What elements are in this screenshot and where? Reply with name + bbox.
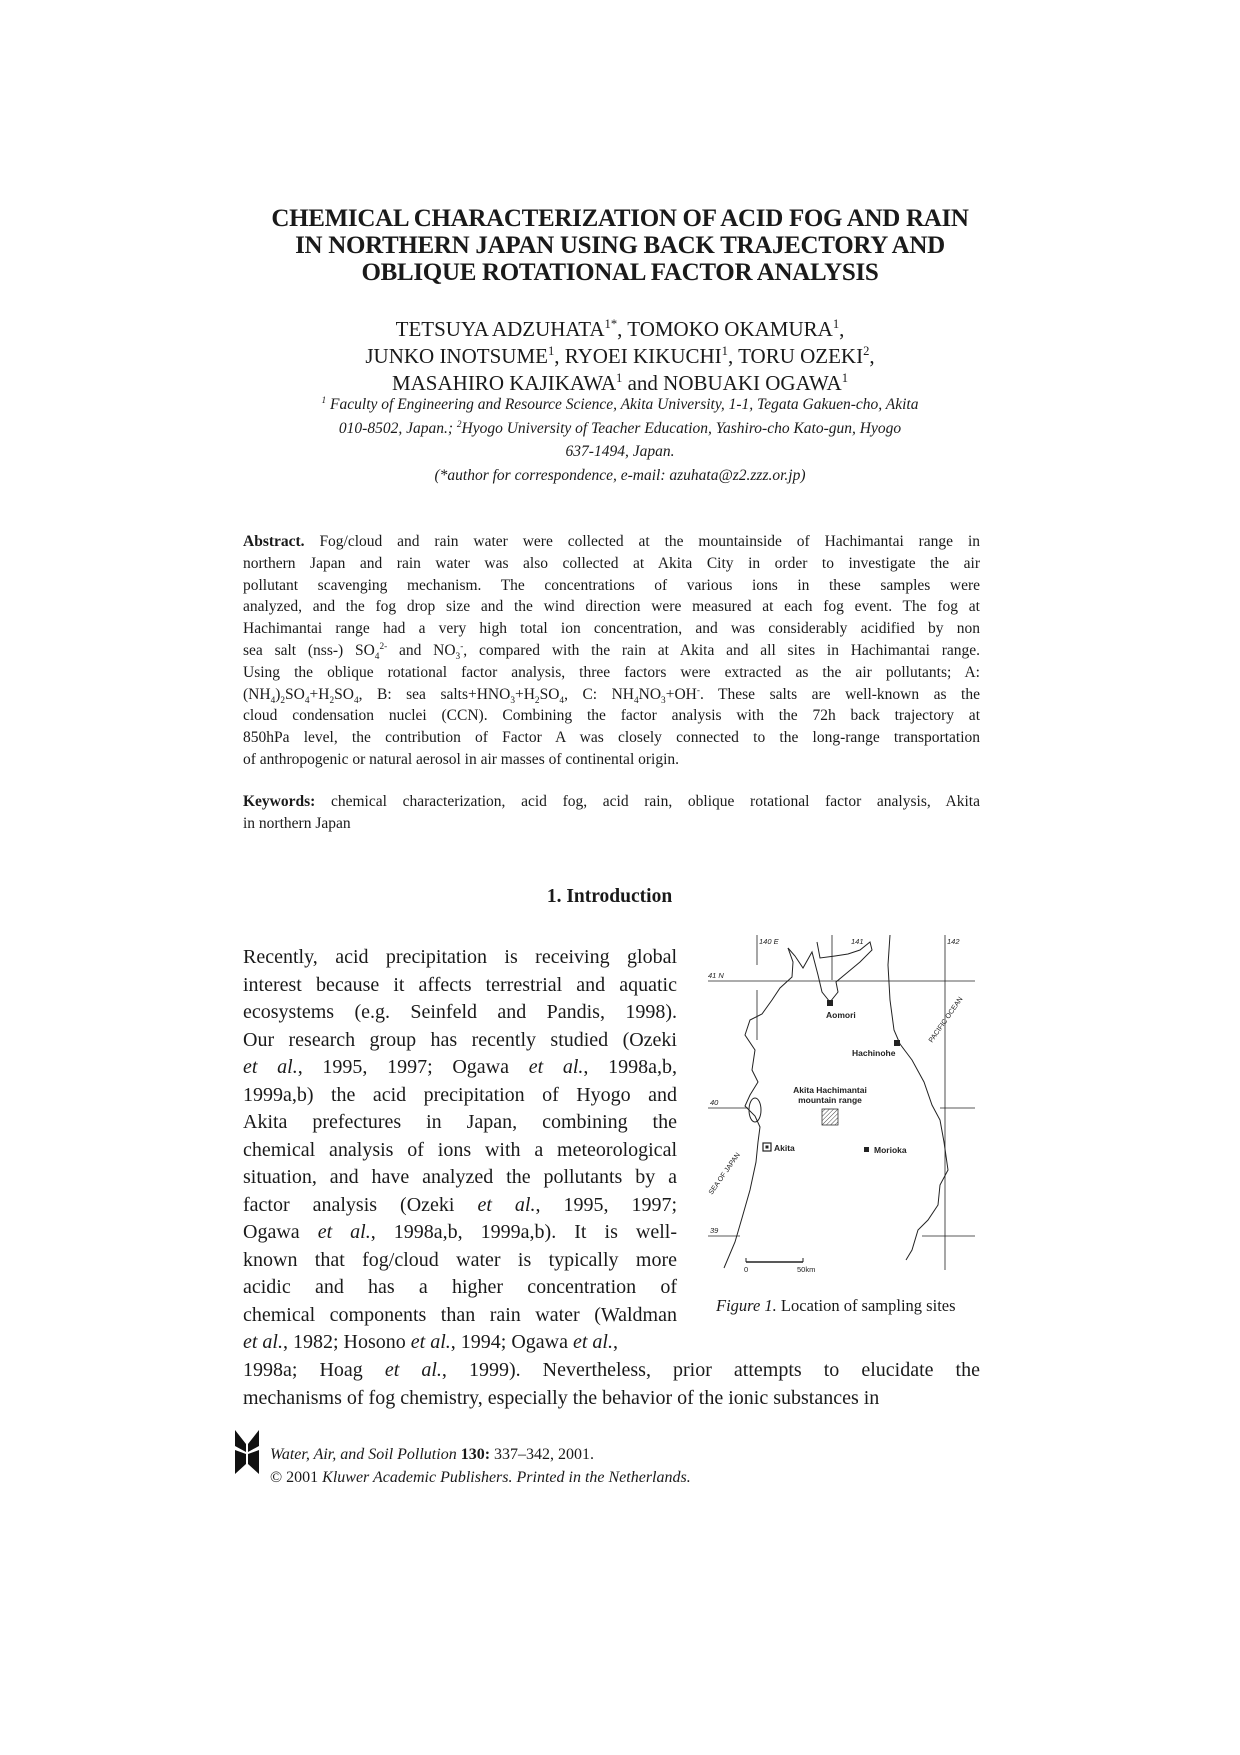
text-line <box>243 1385 980 1413</box>
text-segment: of anthropogenic or natural aerosol in air masses of continental origin. <box>243 750 680 768</box>
text-segment: 2 <box>863 344 870 358</box>
text-line <box>243 1302 677 1330</box>
title-line: OBLIQUE ROTATIONAL FACTOR ANALYSIS <box>361 259 879 286</box>
text-segment: , 1995, 1997; <box>535 1193 677 1216</box>
publisher-name: Kluwer Academic Publishers. Printed in the Netherlands. <box>322 1469 691 1486</box>
text-segment: Fog/cloud and rain water were collected at the mountainside of Hachimantai range in <box>304 533 980 550</box>
text-segment: - <box>696 685 700 696</box>
text-line <box>243 662 980 684</box>
map-markers <box>763 1000 900 1152</box>
hachimantai-site <box>822 1109 838 1125</box>
text-segment: Ogawa <box>243 1221 318 1243</box>
text-segment: acidic and has a higher concentration of <box>243 1276 677 1298</box>
text-segment: situation, and have analyzed the pollutants by a <box>243 1166 677 1188</box>
section-heading-text: 1. Introduction <box>546 886 673 907</box>
text-line <box>243 944 677 972</box>
text-line <box>200 316 1040 343</box>
grid-label: 40 <box>710 1098 719 1107</box>
copyright-year: © 2001 <box>270 1469 323 1486</box>
text-line <box>230 417 1010 441</box>
text-line <box>243 553 980 575</box>
text-line <box>243 999 677 1027</box>
text-segment: and NO <box>387 641 456 659</box>
text-segment: 4 <box>374 652 380 663</box>
text-segment: , <box>613 1331 618 1353</box>
text-segment: SO <box>334 685 354 703</box>
text-line <box>243 1027 677 1055</box>
citation-line <box>270 1443 691 1466</box>
text-segment: northern Japan and rain water was also collected at Akita City in order to investigate the air <box>243 554 980 572</box>
text-segment: sea salt (nss-) SO <box>243 641 375 659</box>
title-line: IN NORTHERN JAPAN USING BACK TRAJECTORY AND <box>295 232 945 259</box>
text-segment: cloud condensation nuclei (CCN). Combining the factor analysis with the 72h back trajectory at <box>243 707 980 725</box>
text-segment: 2 <box>534 695 540 706</box>
text-segment: SO <box>285 685 305 703</box>
publisher-logo-icon <box>234 1430 260 1474</box>
text-segment: ecosystems (e.g. Seinfeld and Pandis, 1998). <box>243 1001 677 1023</box>
publication-footer <box>270 1443 691 1489</box>
text-segment: 1 <box>721 344 728 358</box>
text-segment: +H <box>309 685 330 703</box>
author-list <box>200 316 1040 397</box>
title-line: CHEMICAL CHARACTERIZATION OF ACID FOG AND RAIN <box>271 205 969 232</box>
text-segment: et al. <box>243 1056 298 1078</box>
place-label-hachimantai: mountain range <box>798 1095 862 1105</box>
scale-zero: 0 <box>744 1265 749 1274</box>
text-segment: chemical components than rain water (Waldman <box>243 1303 677 1326</box>
scale-bar <box>744 1258 815 1274</box>
text-segment: 2 <box>329 695 335 706</box>
text-segment: 4 <box>634 695 639 706</box>
text-segment: known that fog/cloud water is typically more <box>243 1248 677 1271</box>
text-line <box>243 1329 677 1357</box>
text-segment: Keywords: <box>243 793 316 810</box>
text-segment: 4 <box>270 695 276 706</box>
text-segment: +OH <box>665 685 697 703</box>
text-segment: MASAHIRO KAJIKAWA <box>391 371 617 395</box>
text-segment: et al. <box>528 1056 584 1078</box>
text-segment: interest because it affects terrestrial and aquatic <box>243 973 677 996</box>
text-line <box>243 1192 677 1220</box>
text-segment: SO <box>539 685 560 703</box>
text-segment: Hyogo University of Teacher Education, Yashiro-cho Kato-gun, Hyogo <box>461 419 902 437</box>
text-segment: 4 <box>304 695 310 706</box>
text-segment: 1* <box>604 317 618 331</box>
text-segment: . These salts are well-known as the <box>699 685 980 703</box>
text-segment: Using the oblique rotational factor analysis, three factors were extracted as the air pollutants; A: <box>243 663 980 681</box>
text-segment: 3 <box>661 695 666 706</box>
text-segment: et al. <box>410 1331 451 1353</box>
text-segment: Our research group has recently studied (Ozeki <box>243 1028 677 1051</box>
text-segment: 4 <box>353 695 359 706</box>
place-label-hachinohe: Hachinohe <box>852 1048 896 1058</box>
text-segment: Faculty of Engineering and Resource Science, Akita University, 1-1, Tegata Gakuen-cho, Akita <box>326 396 919 413</box>
akita-marker-dot <box>766 1146 769 1149</box>
text-line <box>243 1137 677 1165</box>
text-segment: et al. <box>317 1221 371 1243</box>
ocean-label: PACIFIC OCEAN <box>927 995 965 1045</box>
keywords <box>243 791 980 835</box>
text-line <box>243 1082 677 1110</box>
text-segment: , 1982; Hosono <box>283 1331 411 1353</box>
text-line <box>243 531 980 553</box>
text-line <box>243 1357 980 1385</box>
text-line <box>200 343 1040 370</box>
text-segment: chemical analysis of ions with a meteorological <box>243 1138 677 1161</box>
text-segment: (NH <box>243 685 271 703</box>
text-line <box>243 1219 677 1247</box>
text-segment: Hachimantai range had a very high total ion concentration, and was considerably acidified by non <box>243 620 980 638</box>
figure-caption <box>716 1296 956 1316</box>
text-segment: , <box>839 317 845 341</box>
text-line <box>243 1274 677 1302</box>
paper-title <box>200 205 1040 286</box>
text-line <box>243 1164 677 1192</box>
text-segment: et al. <box>477 1193 536 1216</box>
abstract <box>243 531 980 771</box>
text-segment: factor analysis (Ozeki <box>243 1193 478 1216</box>
grid-label: 39 <box>710 1226 719 1235</box>
text-segment: Akita prefectures in Japan, combining the <box>243 1111 677 1133</box>
journal-name: Water, Air, and Soil Pollution <box>270 1446 457 1463</box>
text-segment: 2- <box>379 641 388 652</box>
place-label-morioka: Morioka <box>874 1145 907 1155</box>
text-segment: , 1998a,b, <box>583 1056 677 1078</box>
text-segment: NO <box>638 685 662 703</box>
grid-label: 140 E <box>759 937 779 946</box>
text-segment: 4 <box>559 695 565 706</box>
hachinohe-marker <box>894 1040 900 1046</box>
text-line <box>243 1109 677 1137</box>
affiliations <box>230 393 1010 487</box>
place-label-akita: Akita <box>774 1143 795 1153</box>
text-segment: , B: sea salts+HNO <box>358 685 511 703</box>
text-segment: TETSUYA ADZUHATA <box>395 317 605 341</box>
text-segment: , 1999). Nevertheless, prior attempts to elucidate the <box>441 1359 980 1381</box>
text-segment: 2 <box>280 695 286 706</box>
text-segment: , C: NH <box>564 685 634 703</box>
grid-label: 141 <box>851 937 864 946</box>
grid-label: 142 <box>947 937 960 946</box>
text-segment: 1 <box>616 371 623 385</box>
text-line <box>243 705 980 727</box>
text-segment: , compared with the rain at Akita and all sites in Hachimantai range. <box>463 641 980 659</box>
text-segment: Abstract. <box>243 533 305 550</box>
text-segment: pollutant scavenging mechanism. The concentrations of various ions in these samples were <box>243 576 980 594</box>
text-segment: and NOBUAKI OGAWA <box>622 371 842 395</box>
sea-label: SEA OF JAPAN <box>707 1151 742 1197</box>
text-segment: chemical characterization, acid fog, acid rain, oblique rotational factor analysis, Akita <box>315 793 980 810</box>
text-segment: 2 <box>456 419 462 430</box>
text-line <box>230 440 1010 464</box>
text-segment: 850hPa level, the contribution of Factor A was closely connected to the long-range transportation <box>243 729 980 747</box>
text-segment: , 1998a,b, 1999a,b). It is well- <box>370 1221 677 1243</box>
text-segment: et al. <box>243 1331 283 1353</box>
text-segment: Recently, acid precipitation is receiving global <box>243 946 677 968</box>
text-segment: 010-8502, Japan.; <box>338 419 457 437</box>
text-segment: et al. <box>573 1331 613 1353</box>
text-line <box>243 618 980 640</box>
text-line <box>230 464 1010 488</box>
text-segment: 3 <box>455 652 461 663</box>
aomori-marker <box>827 1000 833 1006</box>
text-segment: mechanisms of fog chemistry, especially the behavior of the ionic substances in <box>243 1386 880 1409</box>
text-segment: 1 <box>841 371 849 385</box>
text-segment: analyzed, and the fog drop size and the wind direction were measured at each fog event. The fog at <box>243 598 980 616</box>
text-segment: 637-1494, Japan. <box>565 443 675 460</box>
text-segment: 1998a; Hoag <box>243 1359 385 1381</box>
journal-pages: 337–342, 2001. <box>490 1446 595 1463</box>
text-segment: - <box>460 641 464 652</box>
text-segment: , <box>869 344 875 368</box>
text-line <box>243 813 980 835</box>
text-line <box>243 791 980 813</box>
grid-label: 41 N <box>708 971 724 980</box>
place-label-hachimantai: Akita Hachimantai <box>793 1085 867 1095</box>
text-segment: in northern Japan <box>243 814 351 832</box>
text-segment: ) <box>275 685 281 703</box>
figure-caption-text: Location of sampling sites <box>776 1296 956 1315</box>
place-label-aomori: Aomori <box>826 1010 856 1020</box>
text-segment: 1 <box>832 317 840 331</box>
text-line <box>243 749 980 771</box>
text-segment: 1999a,b) the acid precipitation of Hyogo and <box>243 1083 677 1106</box>
copyright-line <box>270 1466 691 1489</box>
text-line <box>243 1247 677 1275</box>
sampling-sites-map <box>700 920 990 1290</box>
text-segment: 1 <box>547 344 555 358</box>
text-segment: (*author for correspondence, e-mail: azuhata@z2.zzz.or.jp) <box>434 466 806 484</box>
text-segment: , TOMOKO OKAMURA <box>617 317 833 341</box>
text-line <box>243 1054 677 1082</box>
introduction-full-text <box>243 1357 980 1412</box>
morioka-marker <box>864 1147 869 1152</box>
text-segment: , 1994; Ogawa <box>450 1331 573 1353</box>
text-line <box>243 596 980 618</box>
text-segment: 1 <box>321 395 327 406</box>
text-segment: 3 <box>510 695 515 706</box>
journal-volume: 130: <box>460 1446 491 1463</box>
text-line <box>243 684 980 706</box>
section-heading <box>243 886 980 908</box>
text-segment: JUNKO INOTSUME <box>365 344 548 368</box>
scale-end: 50km <box>797 1265 816 1274</box>
figure-label: Figure 1. <box>716 1296 777 1315</box>
text-line <box>243 640 980 662</box>
text-segment: , 1995, 1997; Ogawa <box>297 1056 529 1078</box>
text-segment: +H <box>514 685 535 703</box>
text-line <box>243 727 980 749</box>
introduction-column-text <box>243 944 677 1357</box>
text-line <box>243 972 677 1000</box>
text-segment: , TORU OZEKI <box>727 344 864 368</box>
text-segment: , RYOEI KIKUCHI <box>554 344 722 368</box>
text-segment: et al. <box>384 1359 442 1381</box>
text-line <box>243 575 980 597</box>
text-line <box>230 393 1010 417</box>
